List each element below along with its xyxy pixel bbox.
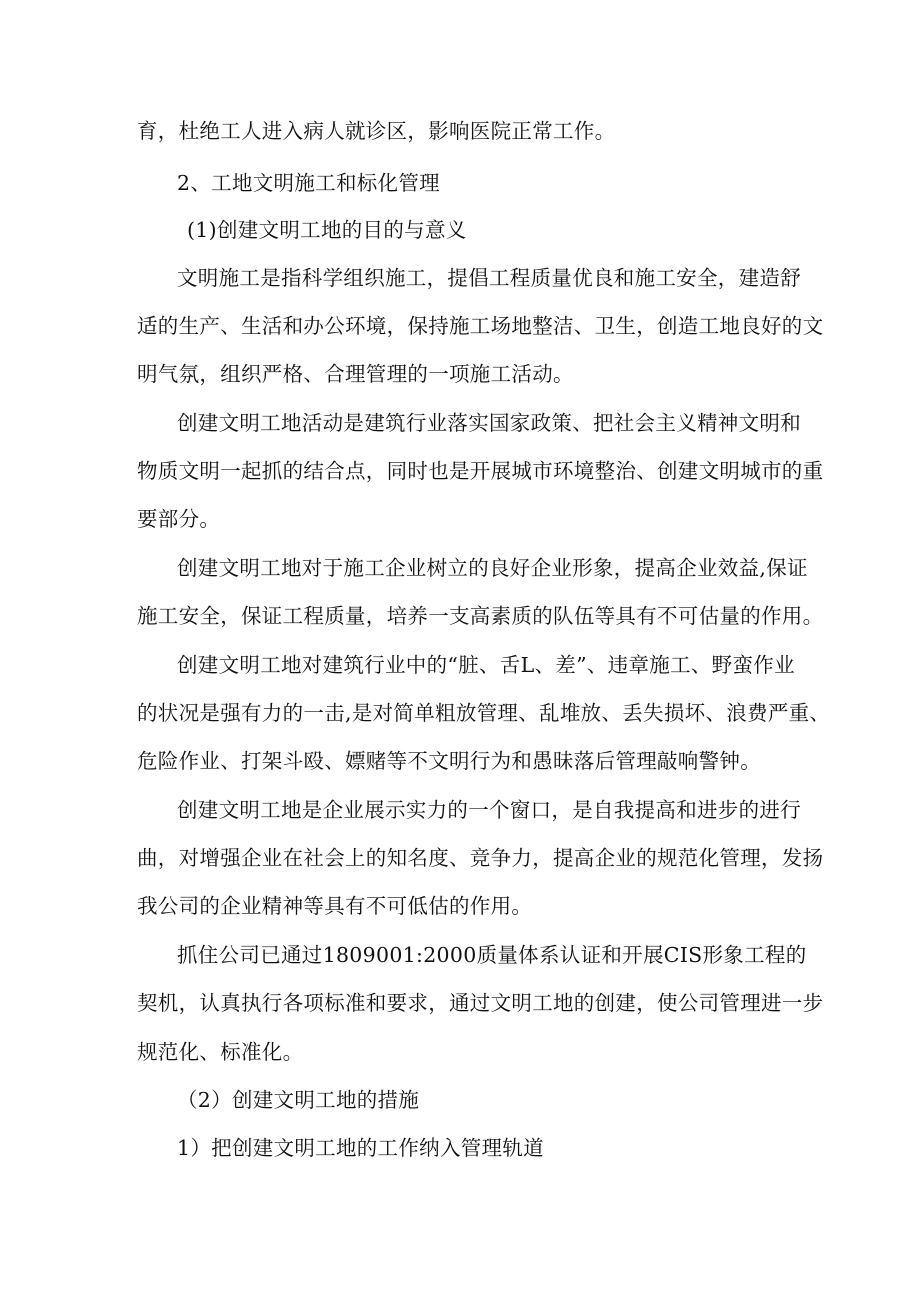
text-line: 创建文明工地活动是建筑行业落实国家政策、把社会主义精神文明和	[177, 411, 801, 435]
list-item: 1）把创建文明工地的工作纳入管理轨道	[177, 1136, 544, 1160]
text-line: 创建文明工地对于施工企业树立的良好企业形象，提高企业效益,保证	[177, 556, 808, 580]
text-line: 要部分。	[137, 507, 221, 531]
text-line: 契机，认真执行各项标准和要求，通过文明工地的创建，使公司管理进一步	[137, 991, 824, 1015]
text-line: 规范化、标准化。	[137, 1040, 304, 1064]
text-line: 创建文明工地是企业展示实力的一个窗口，是自我提高和进步的进行	[177, 798, 801, 822]
text-line: 适的生产、生活和办公环境，保持施工场地整洁、卫生，创造工地良好的文	[137, 314, 824, 338]
text-line: 施工安全，保证工程质量，培养一支高素质的队伍等具有不可估量的作用。	[137, 604, 824, 628]
text-line: 的状况是强有力的一击,是对简单粗放管理、乱堆放、丢失损坏、浪费严重、	[137, 701, 831, 725]
text-line: 育，杜绝工人进入病人就诊区，影响医院正常工作。	[137, 119, 616, 143]
subsection-heading: (1)创建文明工地的目的与意义	[187, 218, 467, 242]
text-line: 抓住公司已通过1809001:2000质量体系认证和开展CIS形象工程的	[177, 943, 807, 967]
text-line: 我公司的企业精神等具有不可低估的作用。	[137, 894, 533, 918]
text-line: 危险作业、打架斗殴、嫖赌等不文明行为和愚昧落后管理敲响警钟。	[137, 749, 761, 773]
text-line: 创建文明工地对建筑行业中的“脏、舌L、差”、违章施工、野蛮作业	[177, 653, 795, 677]
text-line: 物质文明一起抓的结合点，同时也是开展城市环境整治、创建文明城市的重	[137, 459, 824, 483]
text-line: 明气氛，组织严格、合理管理的一项施工活动。	[137, 362, 574, 386]
text-line: 文明施工是指科学组织施工，提倡工程质量优良和施工安全，建造舒	[177, 266, 801, 290]
section-heading: 2、工地文明施工和标化管理	[177, 171, 440, 195]
subsection-heading: （2）创建文明工地的措施	[177, 1088, 420, 1112]
text-line: 曲，对增强企业在社会上的知名度、竞争力，提高企业的规范化管理，发扬	[137, 846, 824, 870]
